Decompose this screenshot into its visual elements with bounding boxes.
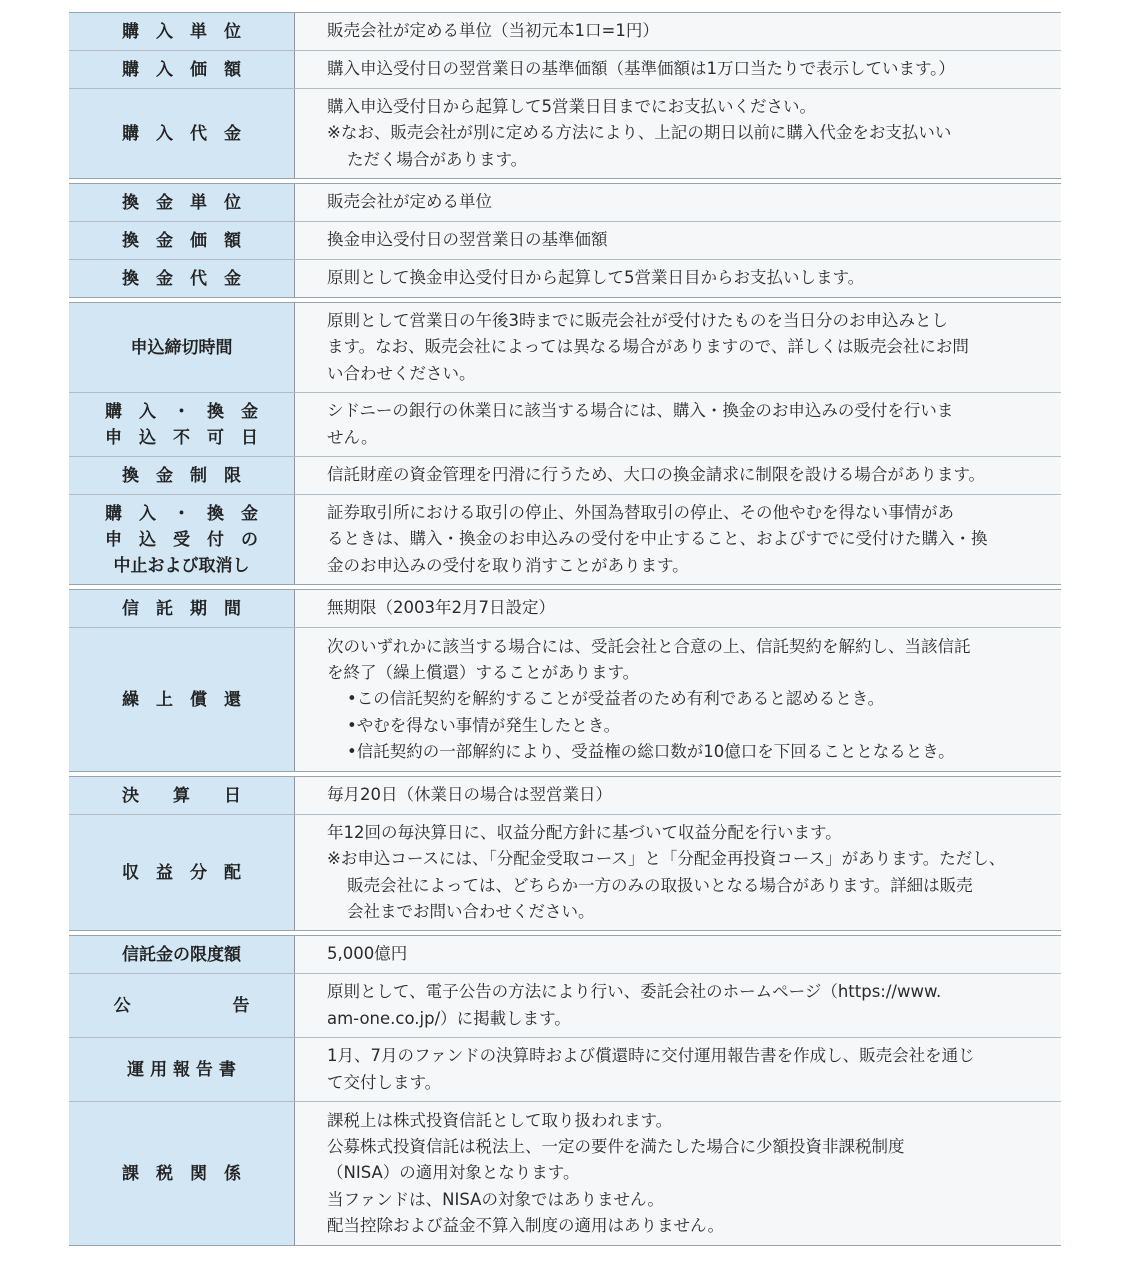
row-label: 運 用 報 告 書 [69, 1038, 295, 1101]
table-row [69, 494, 1061, 584]
table-row [69, 88, 1061, 178]
row-label: 信託金の限度額 [69, 936, 295, 973]
table-row [69, 392, 1061, 456]
trust-section [69, 589, 1061, 772]
table-row [69, 456, 1061, 494]
row-value: 次のいずれかに該当する場合には、受託会社と合意の上、信託契約を解約し、当該信託 を終了（繰上償還）することがあります。 •この信託契約を解約することが受益者のため有利であると認めるとき。 •やむを得ない事情が発生したとき。 •信託契約の一部解約により、受益権の総口数が10億口を下回ることとなるとき。 [295, 628, 1061, 771]
settlement-section [69, 776, 1061, 931]
row-value: 年12回の毎決算日に、収益分配方針に基づいて収益分配を行います。 ※お申込コースには、「分配金受取コース」と「分配金再投資コース」があります。ただし、 販売会社によっては、どちらか一方のみの取扱いとなる場合があります。詳細は販売 会社までお問い合わせください。 [295, 815, 1061, 930]
row-label: 換 金 単 位 [69, 184, 295, 221]
row-value: 課税上は株式投資信託として取り扱われます。 公募株式投資信託は税法上、一定の要件を満たした場合に少額投資非課税制度 （NISA）の適用対象となります。 当ファンドは、NISAの対象ではありません。 配当控除および益金不算入制度の適用はありません。 [295, 1102, 1061, 1245]
other-section [69, 935, 1061, 1246]
table-row [69, 1101, 1061, 1245]
application-section [69, 302, 1061, 585]
table-row [69, 13, 1061, 50]
row-value: 原則として、電子公告の方法により行い、委託会社のホームページ（https://www. am-one.co.jp/）に掲載します。 [295, 974, 1061, 1037]
row-value: 無期限（2003年2月7日設定） [295, 590, 1061, 627]
row-label: 購 入 代 金 [69, 89, 295, 178]
row-value: シドニーの銀行の休業日に該当する場合には、購入・換金のお申込みの受付を行いま せん。 [295, 393, 1061, 456]
row-value: 販売会社が定める単位 [295, 184, 1061, 221]
table-row [69, 259, 1061, 297]
row-value: 販売会社が定める単位（当初元本1口=1円） [295, 13, 1061, 50]
row-label: 購 入 単 位 [69, 13, 295, 50]
row-label: 課 税 関 係 [69, 1102, 295, 1245]
table-row [69, 777, 1061, 814]
table-row [69, 221, 1061, 259]
row-label: 繰 上 償 還 [69, 628, 295, 771]
row-value: 5,000億円 [295, 936, 1061, 973]
table-row [69, 184, 1061, 221]
row-value: 換金申込受付日の翌営業日の基準価額 [295, 222, 1061, 259]
row-value: 毎月20日（休業日の場合は翌営業日） [295, 777, 1061, 814]
row-label: 公 告 [69, 974, 295, 1037]
table-row [69, 627, 1061, 771]
table-row [69, 814, 1061, 930]
table-row [69, 936, 1061, 973]
table-row [69, 1037, 1061, 1101]
row-label: 換 金 価 額 [69, 222, 295, 259]
row-value: 原則として換金申込受付日から起算して5営業日目からお支払いします。 [295, 260, 1061, 297]
row-value: 信託財産の資金管理を円滑に行うため、大口の換金請求に制限を設ける場合があります。 [295, 457, 1061, 494]
row-label: 購 入 ・ 換 金 申 込 受 付 の 中止および取消し [69, 495, 295, 584]
row-value: 原則として営業日の午後3時までに販売会社が受付けたものを当日分のお申込みとし ます。なお、販売会社によっては異なる場合がありますので、詳しくは販売会社にお問 い合わせください。 [295, 303, 1061, 392]
row-label: 購 入 価 額 [69, 51, 295, 88]
row-value: 1月、7月のファンドの決算時および償還時に交付運用報告書を作成し、販売会社を通じ て交付します。 [295, 1038, 1061, 1101]
row-label: 購 入 ・ 換 金 申 込 不 可 日 [69, 393, 295, 456]
fund-terms-table [69, 12, 1061, 1246]
row-value: 証券取引所における取引の停止、外国為替取引の停止、その他やむを得ない事情があ るときは、購入・換金のお申込みの受付を中止すること、およびすでに受付けた購入・換 金のお申込みの受付を取り消すことがあります。 [295, 495, 1061, 584]
table-row [69, 590, 1061, 627]
table-row [69, 303, 1061, 392]
table-row [69, 50, 1061, 88]
table-row [69, 973, 1061, 1037]
row-label: 申込締切時間 [69, 303, 295, 392]
row-value: 購入申込受付日から起算して5営業日目までにお支払いください。 ※なお、販売会社が別に定める方法により、上記の期日以前に購入代金をお支払いい ただく場合があります。 [295, 89, 1061, 178]
row-label: 換 金 制 限 [69, 457, 295, 494]
row-label: 収 益 分 配 [69, 815, 295, 930]
row-label: 決 算 日 [69, 777, 295, 814]
purchase-section [69, 12, 1061, 179]
row-label: 信 託 期 間 [69, 590, 295, 627]
row-label: 換 金 代 金 [69, 260, 295, 297]
redemption-section [69, 183, 1061, 298]
row-value: 購入申込受付日の翌営業日の基準価額（基準価額は1万口当たりで表示しています。） [295, 51, 1061, 88]
